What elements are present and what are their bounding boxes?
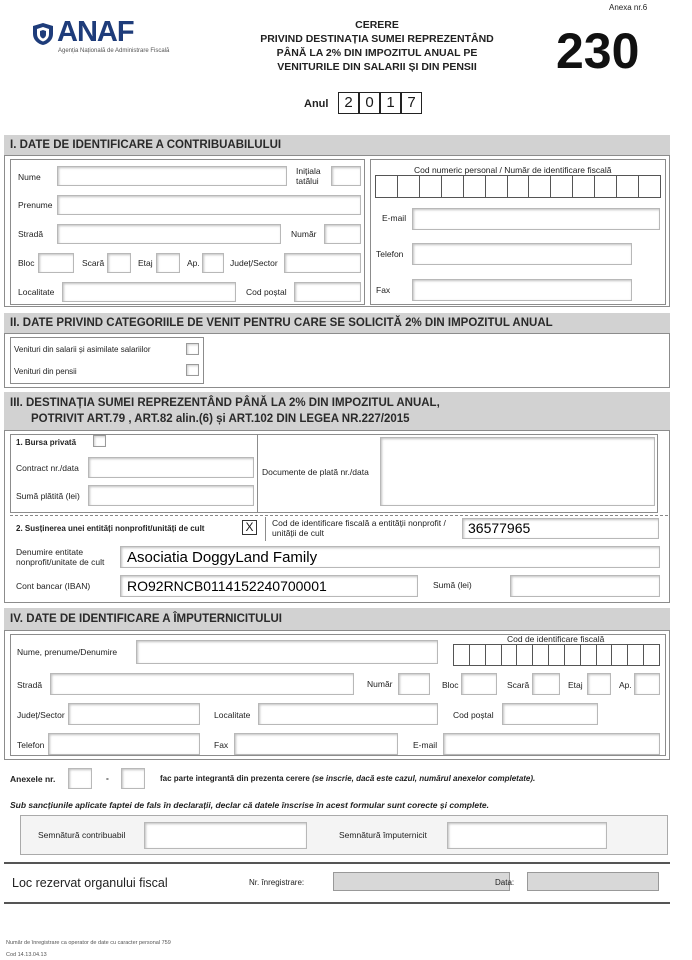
prenume-field[interactable] (57, 195, 361, 215)
imp-numar-label: Număr (367, 679, 393, 689)
nume-label: Nume (18, 172, 41, 182)
fax-field[interactable] (412, 279, 632, 301)
imp-strada-field[interactable] (50, 673, 354, 695)
bursa-label: 1. Bursa privată (16, 438, 77, 447)
bloc-label: Bloc (18, 258, 35, 268)
imp-judet-field[interactable] (68, 703, 200, 725)
logo-wordmark: ANAF (57, 16, 134, 48)
section-4-header (4, 608, 670, 630)
fax-label: Fax (376, 285, 391, 295)
imp-fax-field[interactable] (234, 733, 398, 755)
semnatura-contribuabil-label: Semnătură contribuabil (38, 830, 126, 840)
suma-platita-field[interactable] (88, 485, 254, 506)
cod-postal-field[interactable] (294, 282, 361, 302)
anexa-from-field[interactable] (68, 768, 92, 789)
imp-telefon-field[interactable] (48, 733, 200, 755)
strada-field[interactable] (57, 224, 281, 244)
sustinere-divider (265, 517, 266, 541)
imp-cod-postal-field[interactable] (502, 703, 598, 725)
anexele-dash: - (106, 773, 109, 783)
localitate-label: Localitate (18, 287, 55, 297)
scara-label: Scară (82, 258, 105, 268)
section-3-title-2: POTRIVIT ART.79 , ART.82 alin.(6) și ART.102 DIN LEGEA NR.227/2015 (31, 413, 410, 425)
anexele-label: Anexele nr. (10, 774, 56, 784)
cif-label: Cod de identificare fiscală a entității nonprofit / unității de cult (272, 518, 446, 538)
imp-localitate-label: Localitate (214, 710, 251, 720)
nr-inregistrare-field[interactable] (333, 872, 510, 891)
dashed-separator (10, 515, 668, 516)
imp-bloc-label: Bloc (442, 680, 459, 690)
annex-label: Anexa nr.6 (609, 3, 648, 12)
salarii-label: Venituri din salarii și asimilate salariilor (14, 345, 151, 354)
imp-cod-postal-label: Cod poștal (453, 710, 494, 720)
title-line: VENITURILE DIN SALARII ȘI DIN PENSII (277, 61, 477, 73)
imp-email-label: E-mail (413, 740, 438, 750)
initiala-label: Inițiala tatălui (296, 166, 321, 186)
imp-etaj-field[interactable] (587, 673, 611, 695)
semnatura-imputernicit-field[interactable] (447, 822, 607, 849)
cnp-label: Cod numeric personal / Număr de identificare fiscală (414, 165, 612, 175)
operator-note: Număr de înregistrare ca operator de date cu caracter personal 759 (6, 940, 171, 946)
telefon-label: Telefon (376, 249, 404, 259)
imp-email-field[interactable] (443, 733, 660, 755)
cif-value: 36577965 (468, 520, 531, 536)
imp-bloc-field[interactable] (461, 673, 497, 695)
section-4-title: IV. DATE DE IDENTIFICARE A ÎMPUTERNICITULUI (10, 613, 282, 625)
anexa-to-field[interactable] (121, 768, 145, 789)
year-digit[interactable]: 7 (401, 92, 422, 114)
ap-field[interactable] (202, 253, 224, 273)
contract-field[interactable] (88, 457, 254, 478)
bursa-divider (257, 434, 258, 513)
iban-value: RO92RNCB0114152240700001 (127, 578, 327, 594)
localitate-field[interactable] (62, 282, 236, 302)
etaj-field[interactable] (156, 253, 180, 273)
data-label: Data: (495, 878, 515, 887)
title-line: PRIVIND DESTINAȚIA SUMEI REPREZENTÂND (260, 33, 494, 45)
bursa-checkbox[interactable] (93, 435, 106, 447)
sustinere-mark: X (245, 520, 254, 534)
imp-scara-field[interactable] (532, 673, 560, 695)
form-title (240, 18, 514, 74)
semnatura-contribuabil-field[interactable] (144, 822, 307, 849)
section-2-title: II. DATE PRIVIND CATEGORIILE DE VENIT PENTRU CARE SE SOLICITĂ 2% DIN IMPOZITUL ANUAL (10, 317, 553, 329)
imp-etaj-label: Etaj (568, 680, 583, 690)
section-3-title-1: III. DESTINAȚIA SUMEI REPREZENTÂND PÂNĂ LA 2% DIN IMPOZITUL ANUAL, (10, 397, 440, 409)
shield-icon (32, 22, 54, 46)
imp-nume-label: Nume, prenume/Denumire (17, 647, 118, 657)
bloc-field[interactable] (38, 253, 74, 273)
salarii-checkbox[interactable] (186, 343, 199, 355)
documente-field[interactable] (380, 437, 655, 506)
suma-platita-label: Sumă plătită (lei) (16, 491, 80, 501)
agency-name: Agenția Națională de Administrare Fiscală (58, 48, 170, 54)
telefon-field[interactable] (412, 243, 632, 265)
initiala-field[interactable] (331, 166, 361, 186)
imp-telefon-label: Telefon (17, 740, 45, 750)
section-2-header (4, 313, 670, 333)
year-digit[interactable]: 0 (359, 92, 380, 114)
year-digit[interactable]: 2 (338, 92, 359, 114)
imp-numar-field[interactable] (398, 673, 430, 695)
year-digit[interactable]: 1 (380, 92, 401, 114)
title-line: PÂNĂ LA 2% DIN IMPOZITUL ANUAL PE (276, 47, 478, 59)
denumire-value: Asociatia DoggyLand Family (127, 549, 318, 566)
judet-label: Județ/Sector (230, 258, 278, 268)
imp-cif-grid[interactable] (453, 644, 660, 666)
pensii-label: Venituri din pensii (14, 367, 77, 376)
section-1-header (4, 135, 670, 155)
year-label: Anul (304, 98, 329, 110)
email-field[interactable] (412, 208, 660, 230)
numar-field[interactable] (324, 224, 361, 244)
numar-label: Număr (291, 229, 317, 239)
prenume-label: Prenume (18, 200, 53, 210)
imp-ap-field[interactable] (634, 673, 660, 695)
pensii-checkbox[interactable] (186, 364, 199, 376)
suma-label: Sumă (lei) (433, 580, 472, 590)
nr-inregistrare-label: Nr. înregistrare: (249, 878, 305, 887)
scara-field[interactable] (107, 253, 131, 273)
declaration-text: Sub sancțiunile aplicate faptei de fals în declarații, declar că datele înscrise în acest formular sunt corecte și complete. (10, 800, 490, 810)
form-code: Cod 14.13.04.13 (6, 952, 47, 958)
nume-field[interactable] (57, 166, 287, 186)
iban-label: Cont bancar (IBAN) (16, 581, 91, 591)
loc-rezervat-label: Loc rezervat organului fiscal (12, 876, 168, 890)
contract-label: Contract nr./data (16, 463, 79, 473)
imp-localitate-field[interactable] (258, 703, 438, 725)
title-line: CERERE (355, 19, 399, 31)
sustinere-label: 2. Susținerea unei entități nonprofit/unități de cult (16, 524, 205, 533)
imp-scara-label: Scară (507, 680, 530, 690)
suma-field[interactable] (510, 575, 660, 597)
imp-cif-label: Cod de identificare fiscală (507, 634, 605, 644)
documente-label: Documente de plată nr./data (262, 467, 369, 477)
judet-field[interactable] (284, 253, 361, 273)
email-label: E-mail (382, 213, 407, 223)
section-1-title: I. DATE DE IDENTIFICARE A CONTRIBUABILULUI (10, 139, 282, 151)
anexele-text: fac parte integrantă din prezenta cerere (se inscrie, dacă este cazul, numărul anexelor completate). (160, 774, 536, 783)
cnp-grid[interactable] (375, 175, 661, 198)
data-field[interactable] (527, 872, 659, 891)
imp-strada-label: Stradă (17, 680, 43, 690)
form-number: 230 (556, 23, 640, 79)
sustinere-checkbox[interactable] (242, 520, 257, 535)
semnatura-imputernicit-label: Semnătură împuternicit (339, 830, 427, 840)
denumire-label: Denumire entitate nonprofit/unitate de cult (16, 547, 105, 567)
imp-ap-label: Ap. (619, 680, 632, 690)
imp-judet-label: Județ/Sector (17, 710, 65, 720)
imp-nume-field[interactable] (136, 640, 438, 664)
imp-fax-label: Fax (214, 740, 229, 750)
anaf-logo (32, 16, 182, 60)
strada-label: Stradă (18, 229, 44, 239)
section-3-header (4, 392, 670, 430)
ap-label: Ap. (187, 258, 200, 268)
cod-postal-label: Cod poștal (246, 287, 287, 297)
etaj-label: Etaj (138, 258, 153, 268)
